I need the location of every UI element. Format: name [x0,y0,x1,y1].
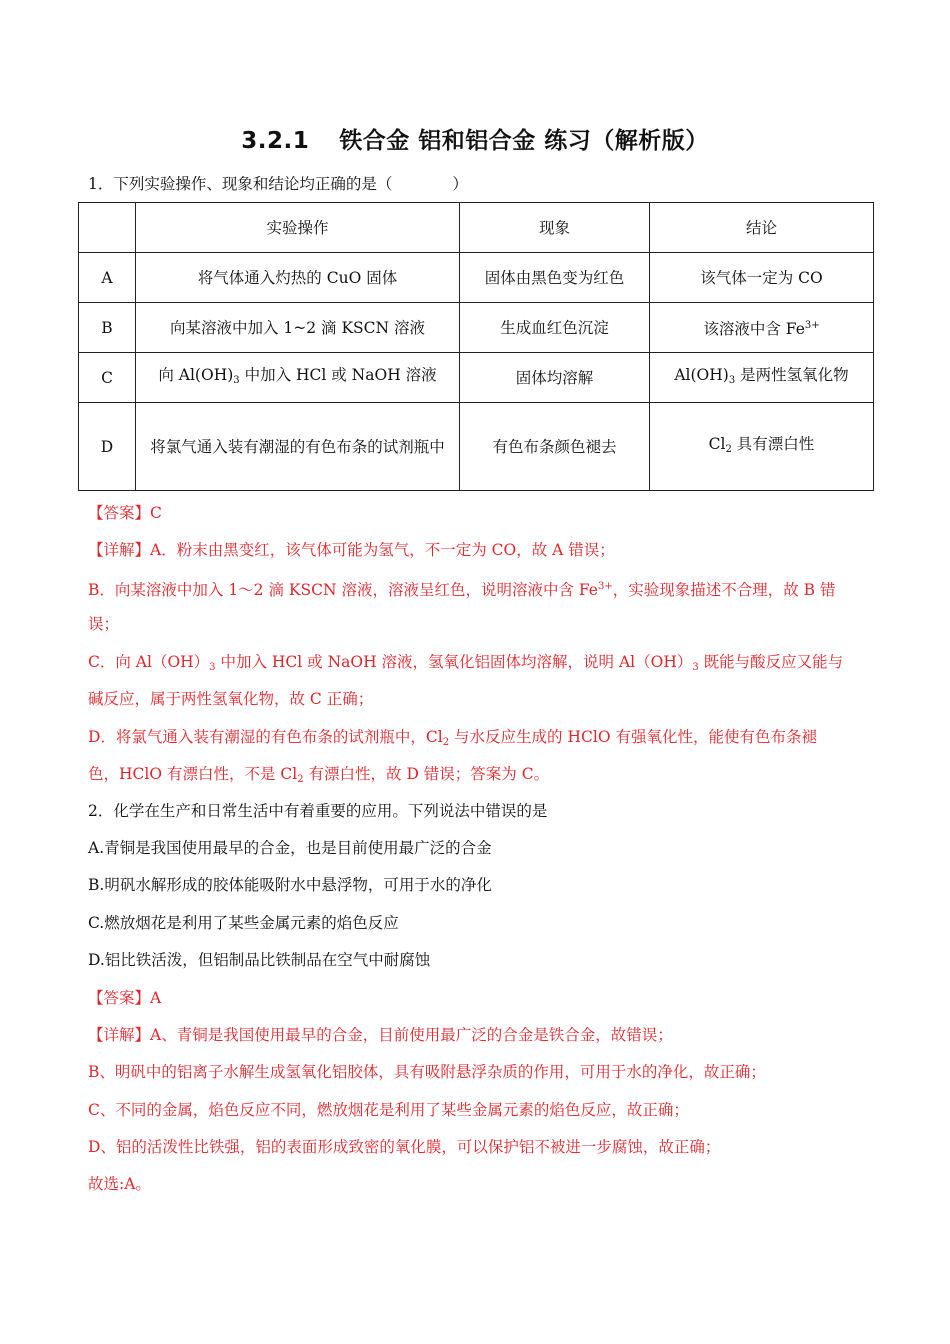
q1-explain-c-line2: 碱反应，属于两性氢氧化物，故 C 正确； [88,690,374,708]
question-1-stem [88,173,878,195]
conclusion-cell [650,303,874,353]
operation-text-end: 中加入 HCl 或 NaOH 溶液 [239,365,437,384]
row-label: A [79,253,136,303]
table-row [79,353,874,403]
explain-text: B．向某溶液中加入 1～2 滴 KSCN 溶液，溶液呈红色，说明溶液中含 Fe [88,581,598,599]
subscript: 2 [297,774,304,785]
operation-cell: 向某溶液中加入 1~2 滴 KSCN 溶液 [136,303,460,353]
q1-explain-d-line2 [88,763,878,791]
header-cell-blank [79,203,136,253]
explain-text-end: 有漂白性，故 D 错误；答案为 C。 [303,765,550,783]
subscript: 3 [728,374,736,386]
q2-explain-line: 【详解】A、青铜是我国使用最早的合金，目前使用最广泛的合金是铁合金，故错误； [88,1026,673,1044]
q1-explain-d-line1 [88,726,878,754]
subscript: 3 [233,374,240,386]
header-cell-phenomenon: 现象 [460,203,650,253]
row-label: B [79,303,136,353]
table-row [79,253,874,303]
q2-option-a: A.青铜是我国使用最早的合金，也是目前使用最广泛的合金 [88,839,492,857]
q2-explain-line: D、铝的活泼性比铁强，铝的表面形成致密的氧化膜，可以保护铝不被进一步腐蚀，故正确； [88,1138,721,1156]
explain-text: D．将氯气通入装有潮湿的有色布条的试剂瓶中，Cl [88,728,443,746]
title-number: 3.2.1 [241,128,310,154]
subscript: 3 [209,662,216,673]
conclusion-text-end: 具有漂白性 [731,434,815,453]
conclusion-text: Cl [708,434,726,453]
explain-text: C．向 Al（OH） [88,653,210,671]
q2-option-b: B.明矾水解形成的胶体能吸附水中悬浮物，可用于水的净化 [88,876,492,894]
q1-explain-a: 【详解】A．粉末由黑变红，该气体可能为氢气，不一定为 CO，故 A 错误； [88,541,615,559]
conclusion-cell: 该气体一定为 CO [650,253,874,303]
q1-stem-text: 1．下列实验操作、现象和结论均正确的是（ [88,175,393,193]
q2-answer: 【答案】A [88,989,162,1007]
conclusion-cell [650,353,874,403]
row-label: D [79,403,136,491]
charge-superscript: 3+ [804,320,820,331]
q1-answer: 【答案】C [88,504,162,522]
conclusion-cell [650,403,874,491]
operation-text: 向 Al(OH) [158,365,234,384]
table-row [79,303,874,353]
q2-option-c: C.燃放烟花是利用了某些金属元素的焰色反应 [88,914,399,932]
conclusion-text: 该溶液中含 Fe [703,320,805,338]
phenomenon-cell: 有色布条颜色褪去 [460,403,650,491]
q2-option-d: D.铝比铁活泼，但铝制品比铁制品在空气中耐腐蚀 [88,951,431,969]
question-2-stem: 2．化学在生产和日常生活中有着重要的应用。下列说法中错误的是 [88,802,548,820]
explain-text-mid: 中加入 HCl 或 NaOH 溶液，氢氧化铝固体均溶解，说明 Al（OH） [215,653,693,671]
q1-explain-b-line2: 误； [88,615,120,633]
conclusion-text: Al(OH) [674,365,729,384]
row-label: C [79,353,136,403]
charge-superscript: 3+ [597,581,613,592]
table-header-row [79,203,874,253]
q2-explain-line: C、不同的金属，焰色反应不同，燃放烟花是利用了某些金属元素的焰色反应，故正确； [88,1101,689,1119]
q2-explain-line: B、明矾中的铝离子水解生成氢氧化铝胶体，具有吸附悬浮杂质的作用，可用于水的净化，故正确； [88,1063,766,1081]
header-cell-conclusion: 结论 [650,203,874,253]
table-row [79,403,874,491]
subscript: 2 [725,443,732,455]
operation-cell: 将氯气通入装有潮湿的有色布条的试剂瓶中 [136,403,460,491]
explain-text: 色，HClO 有漂白性，不是 Cl [88,765,298,783]
q1-stem-end: ） [452,175,468,193]
q1-explain-b-line1 [88,576,878,601]
operation-cell: 将气体通入灼热的 CuO 固体 [136,253,460,303]
q2-explain-line: 故选:A。 [88,1175,151,1193]
explain-text-end: 既能与酸反应又能与 [698,653,844,671]
subscript: 3 [692,662,699,673]
page-title [0,122,950,155]
phenomenon-cell: 固体均溶解 [460,353,650,403]
title-text: 铁合金 铝和铝合金 练习（解析版） [339,128,709,154]
subscript: 2 [442,737,450,748]
operation-cell [136,353,460,403]
phenomenon-cell: 生成血红色沉淀 [460,303,650,353]
explain-text-end: 与水反应生成的 HClO 有强氧化性，能使有色布条褪 [449,728,817,746]
phenomenon-cell: 固体由黑色变为红色 [460,253,650,303]
header-cell-operation: 实验操作 [136,203,460,253]
explain-text-end: ，实验现象描述不合理，故 B 错 [612,581,836,599]
experiment-table [78,202,874,491]
conclusion-text-end: 是两性氢氧化物 [735,365,849,384]
q1-explain-c-line1 [88,651,878,679]
